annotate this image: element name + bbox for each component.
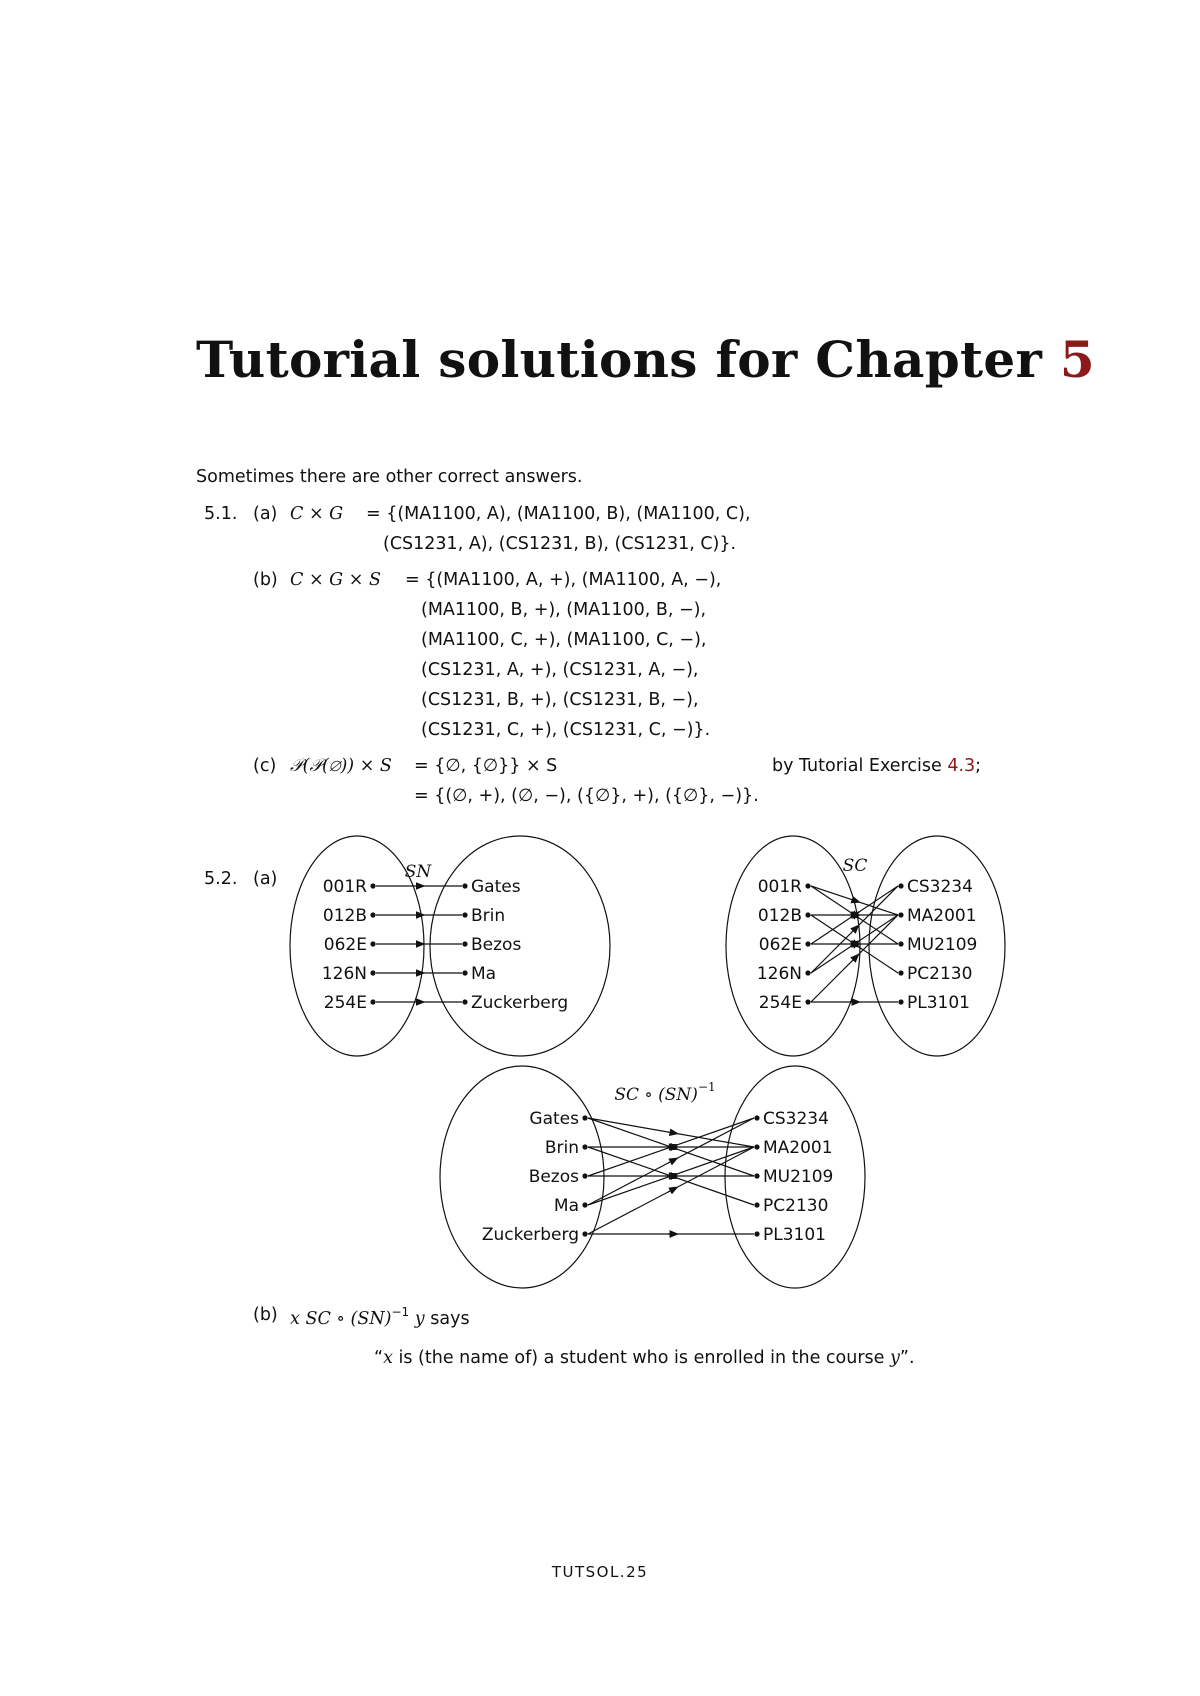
chapter-number: 5 [1059, 330, 1095, 389]
domain-dot [370, 999, 375, 1004]
diagram-composition [440, 1066, 865, 1288]
intro-text: Sometimes there are other correct answers. [196, 467, 583, 487]
domain-dot [582, 1202, 587, 1207]
ex51-b-line: (CS1231, C, +), (CS1231, C, −)}. [421, 720, 711, 740]
domain-element: 126N [321, 964, 367, 984]
domain-dot [582, 1173, 587, 1178]
relation-arrowhead [668, 1160, 675, 1163]
ex51-c-line2: = {(∅, +), (∅, −), ({∅}, +), ({∅}, −)}. [414, 786, 759, 806]
codomain-dot [462, 970, 467, 975]
domain-element: 012B [757, 906, 802, 926]
codomain-element: CS3234 [763, 1109, 829, 1129]
codomain-dot [898, 970, 903, 975]
codomain-dot [754, 1173, 759, 1178]
exercise-5-1-number: 5.1. [204, 504, 238, 524]
domain-element: 012B [322, 906, 367, 926]
ex51-c-line1: = {∅, {∅}} × S [414, 756, 558, 776]
ex51-b-line: (CS1231, A, +), (CS1231, A, −), [421, 660, 699, 680]
codomain-dot [754, 1231, 759, 1236]
relation-arrowhead [668, 1189, 675, 1192]
domain-element: 001R [322, 877, 367, 897]
ex51-b-line: (MA1100, C, +), (MA1100, C, −), [421, 630, 707, 650]
domain-element: 254E [758, 993, 802, 1013]
ex52-b-statement: x SC ∘ (SN)$^{-1}$ y says [290, 1305, 470, 1329]
codomain-element: MA2001 [763, 1138, 833, 1158]
codomain-dot [462, 941, 467, 946]
domain-dot [582, 1144, 587, 1149]
codomain-element: CS3234 [907, 877, 973, 897]
codomain-dot [754, 1144, 759, 1149]
ex51-a-label: (a) [253, 504, 278, 524]
codomain-element: PL3101 [907, 993, 970, 1013]
codomain-dot [462, 883, 467, 888]
codomain-element: MU2109 [907, 935, 978, 955]
domain-dot [370, 970, 375, 975]
domain-dot [370, 941, 375, 946]
relation-label: SC ∘ (SN)$^{-1}$ [614, 1080, 716, 1105]
ex51-c-label: (c) [253, 756, 277, 776]
relation-arrowhead [853, 900, 856, 901]
ex51-b-line: = {(MA1100, A, +), (MA1100, A, −), [405, 570, 722, 590]
title-text: Tutorial solutions for Chapter [196, 330, 1060, 389]
ex52-a-label: (a) [253, 869, 278, 889]
domain-element: Ma [553, 1196, 579, 1216]
ex51-b-label: (b) [253, 570, 278, 590]
codomain-element: Bezos [471, 935, 522, 955]
page-footer: TUTSOL.25 [551, 1563, 649, 1581]
relation-label-superscript: −1 [697, 1080, 716, 1094]
relation-arrowhead [668, 1132, 675, 1133]
domain-dot [582, 1115, 587, 1120]
domain-dot [370, 912, 375, 917]
domain-dot [805, 970, 810, 975]
domain-dot [805, 999, 810, 1004]
codomain-dot [754, 1202, 759, 1207]
codomain-dot [898, 883, 903, 888]
codomain-element: Zuckerberg [471, 993, 569, 1013]
domain-element: 062E [323, 935, 367, 955]
codomain-element: PC2130 [907, 964, 973, 984]
domain-element: Bezos [528, 1167, 579, 1187]
domain-oval [440, 1066, 604, 1288]
ex52-b-label: (b) [253, 1305, 278, 1325]
domain-dot [805, 941, 810, 946]
ex51-c-note: by Tutorial Exercise 4.3; [772, 756, 982, 776]
diagram-sn [290, 836, 610, 1056]
codomain-element: PC2130 [763, 1196, 829, 1216]
ex51-a-lhs: C × G [290, 504, 344, 524]
ex51-b-line: (MA1100, B, +), (MA1100, B, −), [421, 600, 707, 620]
domain-dot [370, 883, 375, 888]
ex51-b-line: (CS1231, B, +), (CS1231, B, −), [421, 690, 699, 710]
diagram-sc [726, 836, 1005, 1056]
domain-element: 001R [757, 877, 802, 897]
codomain-element: Ma [471, 964, 497, 984]
domain-element: 062E [758, 935, 802, 955]
exercise-5-2-number: 5.2. [204, 869, 238, 889]
domain-dot [582, 1231, 587, 1236]
ex51-c-lhs: 𝒫(𝒫(∅)) × S [290, 756, 392, 776]
domain-element: 126N [756, 964, 802, 984]
codomain-element: MA2001 [907, 906, 977, 926]
relation-label: SC [842, 856, 868, 876]
relation-label: SN [404, 862, 432, 882]
codomain-dot [898, 912, 903, 917]
domain-dot [805, 883, 810, 888]
domain-element: 254E [323, 993, 367, 1013]
codomain-element: Brin [471, 906, 506, 926]
codomain-element: PL3101 [763, 1225, 826, 1245]
ex52-b-quote: “x is (the name of) a student who is enrolled in the course y”. [374, 1348, 915, 1368]
codomain-dot [754, 1115, 759, 1120]
relation-arrowhead [853, 957, 856, 960]
codomain-dot [898, 941, 903, 946]
codomain-element: MU2109 [763, 1167, 834, 1187]
exercise-reference-link[interactable]: 4.3 [947, 756, 976, 776]
ex51-a-line1: = {(MA1100, A), (MA1100, B), (MA1100, C), [366, 504, 751, 524]
codomain-dot [462, 912, 467, 917]
domain-element: Brin [544, 1138, 579, 1158]
domain-dot [805, 912, 810, 917]
domain-element: Zuckerberg [481, 1225, 579, 1245]
codomain-dot [462, 999, 467, 1004]
codomain-dot [898, 999, 903, 1004]
domain-element: Gates [529, 1109, 579, 1129]
ex51-b-lhs: C × G × S [290, 570, 381, 590]
codomain-element: Gates [471, 877, 521, 897]
relation-arrowhead [853, 928, 856, 931]
ex51-a-line2: (CS1231, A), (CS1231, B), (CS1231, C)}. [383, 534, 737, 554]
